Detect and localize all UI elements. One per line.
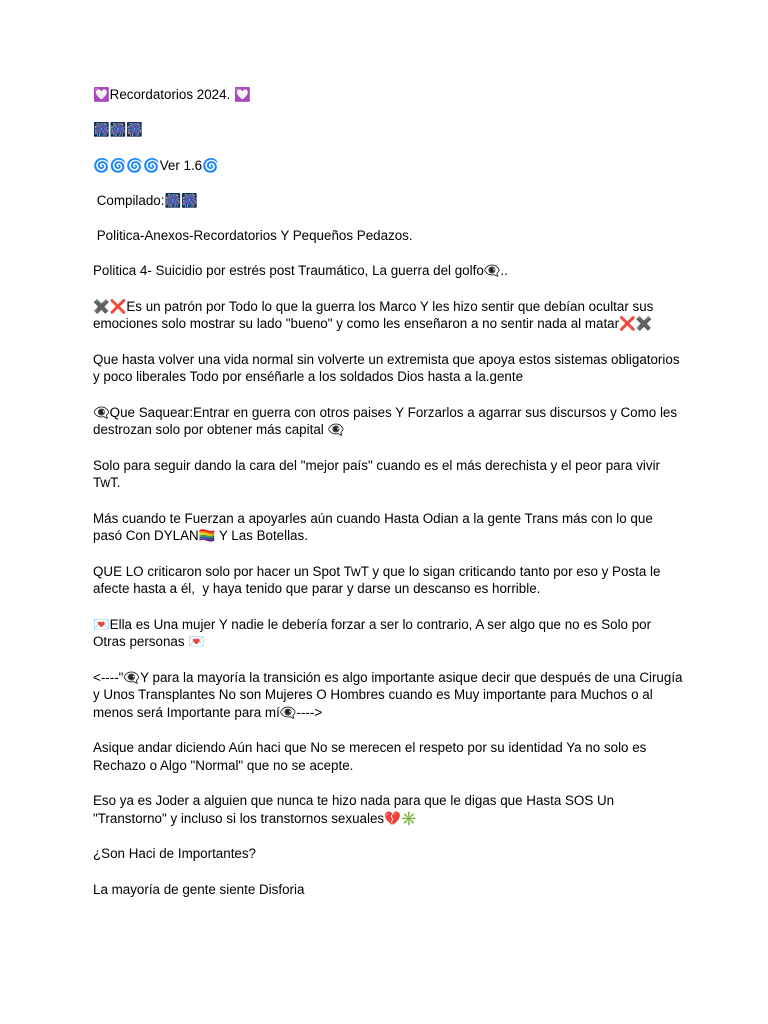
- fireworks-line: 🎆🎆🎆: [93, 122, 144, 138]
- paragraph: La mayoría de gente siente Disforia: [93, 881, 305, 897]
- compiled-line: Compilado:🎆🎆: [93, 192, 198, 208]
- section-heading: Politica-Anexos-Recordatorios Y Pequeños Pedazos.: [93, 228, 413, 244]
- paragraph: QUE LO criticaron solo por hacer un Spot TwT y que lo sigan criticando tanto por eso y Posta le afecte hasta a él, y haya tenido que parar y darse un descanso es horrible.: [93, 563, 665, 597]
- paragraph: <----"👁‍🗨Y para la mayoría la transición es algo importante asique decir que después de una Cirugía y Unos Transplantes No son Mujeres O Hombres cuando es Muy importante para Muchos o al menos será Importante para mí👁‍🗨---->: [93, 669, 687, 721]
- document-page: [93, 86, 687, 916]
- doc-title: 💟Recordatorios 2024. 💟: [93, 87, 251, 102]
- version-line: 🌀🌀🌀🌀Ver 1.6🌀: [93, 157, 219, 173]
- paragraph: Asique andar diciendo Aún haci que No se merecen el respeto por su identidad Ya no solo es Rechazo o Algo "Normal" que no se acepte.: [93, 740, 651, 774]
- paragraph: Solo para seguir dando la cara del "mejor país" cuando es el más derechista y el peor para vivir TwT.: [93, 457, 664, 491]
- politica-heading: Politica 4- Suicidio por estrés post Traumático, La guerra del golfo👁‍🗨..: [93, 263, 508, 279]
- paragraph: Que hasta volver una vida normal sin volverte un extremista que apoya estos sistemas obligatorios y poco liberales Todo por enséñarle a los soldados Dios hasta a la.gente: [93, 351, 684, 385]
- paragraph: ✖️❌Es un patrón por Todo lo que la guerra los Marco Y les hizo sentir que debían ocultar sus emociones solo mostrar su lado "bueno" y como les enseñaron a no sentir nada al matar❌✖️: [93, 298, 658, 332]
- paragraph: Más cuando te Fuerzan a apoyarles aún cuando Hasta Odian a la gente Trans más con lo que pasó Con DYLAN🏳️‍🌈 Y Las Botellas.: [93, 510, 657, 544]
- paragraph: ¿Son Haci de Importantes?: [93, 846, 257, 862]
- paragraph: 💌Ella es Una mujer Y nadie le debería forzar a ser lo contrario, A ser algo que no es Solo por Otras personas 💌: [93, 616, 655, 650]
- paragraph: Eso ya es Joder a alguien que nunca te hizo nada para que le digas que Hasta SOS Un "Transtorno" y incluso si los transtornos sexuales💔✳️: [93, 793, 618, 827]
- paragraph: 👁‍🗨Que Saquear:Entrar en guerra con otros paises Y Forzarlos a agarrar sus discursos y Como les destrozan solo por obtener más capital 👁‍🗨: [93, 404, 681, 438]
